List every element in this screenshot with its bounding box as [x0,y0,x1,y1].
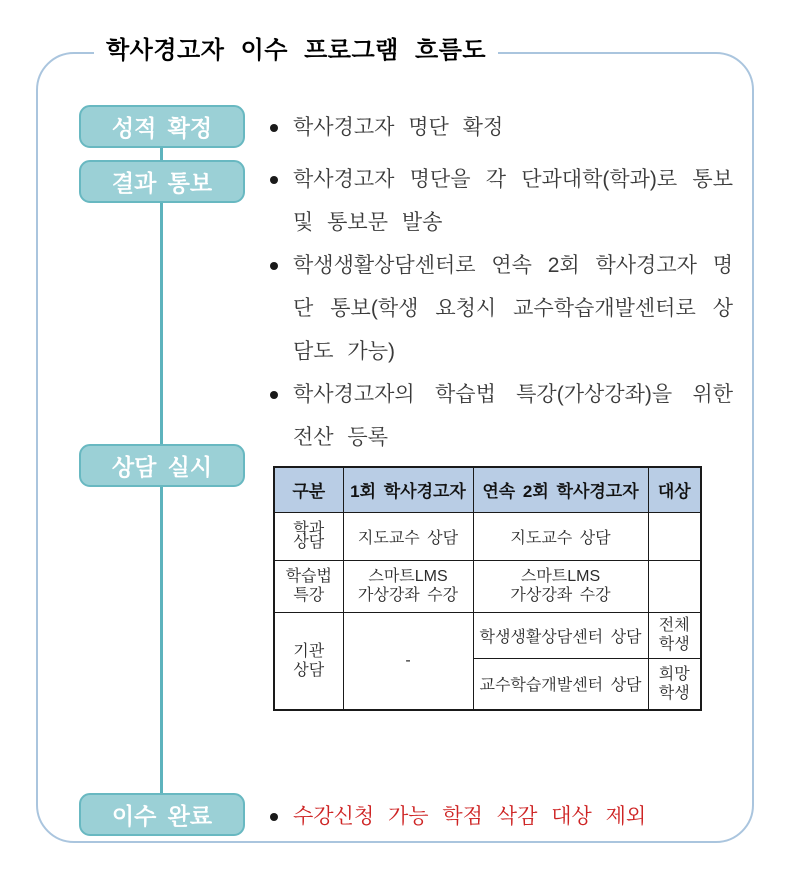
table-header-cell: 1회 학사경고자 [343,467,473,512]
table-cell: - [343,612,473,710]
counsel-table [273,466,702,711]
table-cell [648,512,701,560]
flow-step-completion [79,793,245,836]
note-text: 학사경고자 명단 확정 [293,116,504,139]
page-title: 학사경고자 이수 프로그램 흐름도 [94,30,498,65]
table-cell: 학생생활상담센터 상담 [473,612,648,658]
notes-completion [270,795,740,838]
bullet-icon [270,813,278,821]
note-text: 학사경고자 명단을 각 단과대학(학과)로 통보 및 통보문 발송 [293,168,733,234]
note-item [270,373,740,459]
table-header-cell: 대상 [648,467,701,512]
bullet-icon [270,262,278,270]
flow-step-label: 상담 실시 [111,454,213,480]
flow-step-label: 성적 확정 [111,115,213,141]
table-cell: 지도교수 상담 [473,512,648,560]
flow-step-grade-confirm [79,105,245,148]
table-cell: 교수학습개발센터 상담 [473,658,648,710]
table-cell: 스마트LMS 가상강좌 수강 [343,560,473,612]
table-cell: 희망 학생 [648,658,701,710]
note-text: 학생생활상담센터로 연속 2회 학사경고자 명단 통보(학생 요청시 교수학습개발센터로 상담도 가능) [293,254,733,363]
table-header-cell: 연속 2회 학사경고자 [473,467,648,512]
bullet-icon [270,124,278,132]
table-cell-row-label: 학습법 특강 [274,560,343,612]
note-item [270,795,740,838]
table-cell-row-label: 기관 상담 [274,612,343,710]
note-item [270,106,740,149]
notes-result-notify [270,158,740,459]
flow-step-label: 결과 통보 [111,170,213,196]
table-cell: 스마트LMS 가상강좌 수강 [473,560,648,612]
counsel-table-wrap [273,466,702,711]
table-header-row [274,467,701,512]
note-item [270,244,740,373]
table-row-lecture [274,560,701,612]
note-item [270,158,740,244]
flow-step-result-notify [79,160,245,203]
flow-step-label: 이수 완료 [111,803,213,829]
note-text: 학사경고자의 학습법 특강(가상강좌)을 위한 전산 등록 [293,383,733,449]
table-header-cell: 구분 [274,467,343,512]
table-cell [648,560,701,612]
table-cell-row-label: 학과 상담 [274,512,343,560]
bullet-icon [270,391,278,399]
table-cell: 지도교수 상담 [343,512,473,560]
table-cell: 전체 학생 [648,612,701,658]
table-row-org-top [274,612,701,658]
notes-grade-confirm [270,106,740,149]
bullet-icon [270,176,278,184]
table-row-dept [274,512,701,560]
flow-step-counsel-run [79,444,245,487]
note-text-highlight: 수강신청 가능 학점 삭감 대상 제외 [293,805,647,828]
